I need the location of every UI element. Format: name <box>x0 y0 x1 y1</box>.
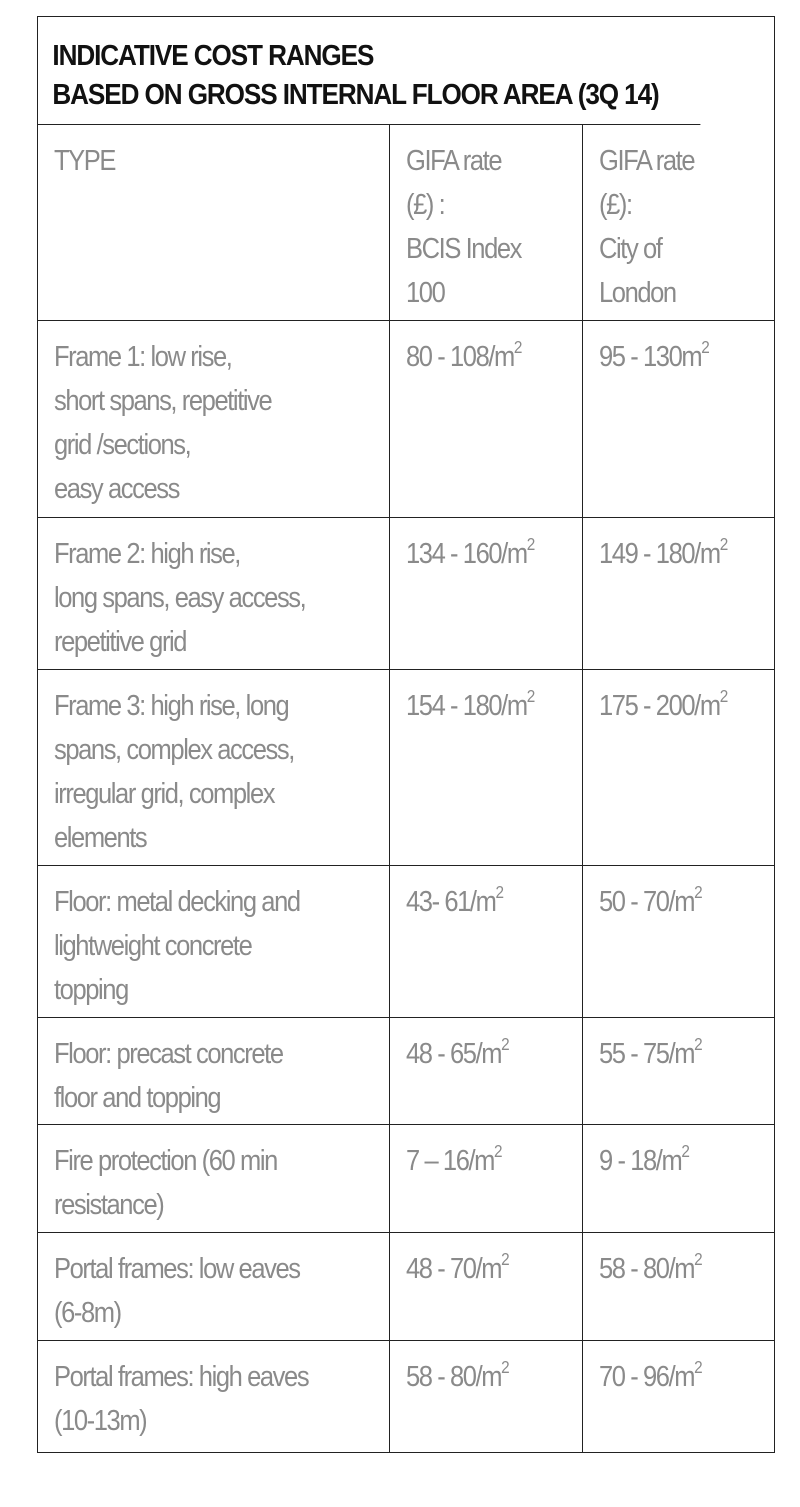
city-rate-cell-value: 149 - 180/m <box>599 537 720 570</box>
type-cell-line: Portal frames: low eaves <box>54 1252 300 1285</box>
unit-superscript: 2 <box>526 685 534 706</box>
header-type-label: TYPE <box>54 145 116 177</box>
table-row <box>38 865 774 1017</box>
city-rate-cell-value: 95 - 130m <box>599 340 702 373</box>
table-title <box>38 17 700 125</box>
city-rate-cell-text <box>599 1032 763 1076</box>
type-cell-line: short spans, repetitive <box>54 384 272 417</box>
city-rate-cell-text <box>599 880 763 924</box>
bcis-rate-cell-value: 58 - 80/m <box>405 1360 502 1393</box>
type-cell-text <box>54 532 377 664</box>
type-cell-line: grid /sections, <box>54 428 191 461</box>
unit-superscript: 2 <box>694 881 702 902</box>
type-cell <box>38 320 389 517</box>
bcis-rate-cell <box>389 1340 582 1452</box>
city-rate-cell-text <box>599 532 763 576</box>
unit-superscript: 2 <box>513 336 522 357</box>
type-cell-line: Floor: precast concrete <box>54 1037 283 1070</box>
header-type-text <box>54 139 377 183</box>
unit-superscript: 2 <box>719 685 728 706</box>
city-rate-cell-text <box>599 1139 763 1183</box>
bcis-rate-cell <box>389 517 582 669</box>
type-cell-line: Fire protection (60 min <box>54 1144 277 1177</box>
bcis-rate-cell-text <box>406 684 571 728</box>
table-row <box>38 1017 774 1124</box>
type-cell <box>38 1017 389 1124</box>
type-cell-line: Frame 3: high rise, long <box>54 689 289 722</box>
bcis-rate-cell-text <box>406 1139 571 1183</box>
type-cell-line: floor and topping <box>54 1081 221 1114</box>
city-rate-cell-text <box>599 335 763 379</box>
unit-superscript: 2 <box>495 881 503 902</box>
bcis-rate-cell-text <box>406 880 571 924</box>
type-cell-text <box>54 1139 377 1227</box>
header-city-text <box>599 139 763 315</box>
cost-range-table <box>37 16 775 1453</box>
header-bcis-text <box>406 139 571 315</box>
rates-table <box>38 125 774 1452</box>
unit-superscript: 2 <box>526 533 534 554</box>
type-cell <box>38 1124 389 1232</box>
header-bcis-line: (£) : <box>405 189 445 221</box>
unit-superscript: 2 <box>694 1356 702 1377</box>
city-rate-cell <box>583 1232 774 1340</box>
city-rate-cell <box>583 1124 774 1232</box>
city-rate-cell-text <box>599 684 763 728</box>
bcis-rate-cell-text <box>406 1032 571 1076</box>
header-city-line: London <box>599 277 676 309</box>
bcis-rate-cell-value: 48 - 70/m <box>405 1252 502 1285</box>
bcis-rate-cell <box>389 669 582 865</box>
type-cell <box>38 1232 389 1340</box>
type-cell <box>38 865 389 1017</box>
unit-superscript: 2 <box>494 1140 502 1161</box>
header-row <box>38 125 774 320</box>
type-cell-line: (10-13m) <box>54 1404 147 1437</box>
unit-superscript: 2 <box>501 1033 509 1054</box>
type-cell-line: topping <box>54 973 128 1006</box>
header-bcis-line: GIFA rate <box>405 145 502 177</box>
header-city-line: GIFA rate <box>599 145 695 177</box>
bcis-rate-cell <box>389 865 582 1017</box>
header-bcis-line: 100 <box>405 277 445 309</box>
type-cell-line: Floor: metal decking and <box>54 885 300 918</box>
bcis-rate-cell-value: 43- 61/m <box>405 885 496 918</box>
bcis-rate-cell <box>389 320 582 517</box>
city-rate-cell <box>583 320 774 517</box>
table-row <box>38 320 774 517</box>
type-cell-text <box>54 880 377 1012</box>
header-city-line: (£): <box>599 189 632 221</box>
city-rate-cell-value: 70 - 96/m <box>599 1360 695 1393</box>
type-cell-text <box>54 335 377 511</box>
bcis-rate-cell-value: 48 - 65/m <box>405 1037 502 1070</box>
bcis-rate-cell-value: 7 – 16/m <box>405 1144 495 1177</box>
type-cell-line: Frame 2: high rise, <box>54 537 240 570</box>
unit-superscript: 2 <box>694 1033 702 1054</box>
type-cell <box>38 1340 389 1452</box>
table-row <box>38 1340 774 1452</box>
type-cell <box>38 669 389 865</box>
title-line-1: INDICATIVE COST RANGES <box>52 40 374 72</box>
bcis-rate-cell-text <box>406 1247 571 1291</box>
table-row <box>38 1124 774 1232</box>
type-cell-line: spans, complex access, <box>54 733 294 766</box>
type-cell-line: long spans, easy access, <box>54 581 306 614</box>
city-rate-cell <box>583 1340 774 1452</box>
city-rate-cell <box>583 517 774 669</box>
type-cell-line: elements <box>54 821 147 854</box>
city-rate-cell-value: 9 - 18/m <box>599 1144 682 1177</box>
city-rate-cell <box>583 669 774 865</box>
city-rate-cell-value: 175 - 200/m <box>599 689 720 722</box>
header-city <box>583 125 774 320</box>
header-type <box>38 125 389 320</box>
bcis-rate-cell-text <box>406 1355 571 1399</box>
title-line-2: BASED ON GROSS INTERNAL FLOOR AREA (3Q 14) <box>52 79 659 111</box>
type-cell-text <box>54 1247 377 1335</box>
bcis-rate-cell-text <box>406 335 571 379</box>
table-row <box>38 1232 774 1340</box>
type-cell-line: irregular grid, complex <box>54 777 275 810</box>
city-rate-cell-text <box>599 1355 763 1399</box>
type-cell <box>38 517 389 669</box>
type-cell-text <box>54 1032 377 1120</box>
city-rate-cell-value: 58 - 80/m <box>599 1252 695 1285</box>
header-bcis-line: BCIS Index <box>405 233 521 265</box>
bcis-rate-cell <box>389 1017 582 1124</box>
type-cell-line: resistance) <box>54 1188 164 1221</box>
type-cell-text <box>54 684 377 860</box>
bcis-rate-cell-value: 80 - 108/m <box>405 340 514 373</box>
bcis-rate-cell <box>389 1124 582 1232</box>
type-cell-line: lightweight concrete <box>54 929 252 962</box>
bcis-rate-cell-value: 154 - 180/m <box>405 689 527 722</box>
header-bcis <box>389 125 582 320</box>
bcis-rate-cell-text <box>406 532 571 576</box>
type-cell-text <box>54 1355 377 1443</box>
type-cell-line: Portal frames: high eaves <box>54 1360 309 1393</box>
bcis-rate-cell-value: 134 - 160/m <box>405 537 527 570</box>
city-rate-cell-value: 55 - 75/m <box>599 1037 695 1070</box>
type-cell-line: (6-8m) <box>54 1296 121 1329</box>
city-rate-cell <box>583 865 774 1017</box>
city-rate-cell-value: 50 - 70/m <box>599 885 695 918</box>
unit-superscript: 2 <box>501 1356 509 1377</box>
type-cell-line: repetitive grid <box>54 625 187 658</box>
table-row <box>38 669 774 865</box>
city-rate-cell <box>583 1017 774 1124</box>
type-cell-line: Frame 1: low rise, <box>54 340 232 373</box>
city-rate-cell-text <box>599 1247 763 1291</box>
unit-superscript: 2 <box>694 1248 702 1269</box>
header-city-line: City of <box>599 233 662 265</box>
bcis-rate-cell <box>389 1232 582 1340</box>
type-cell-line: easy access <box>54 472 179 505</box>
unit-superscript: 2 <box>681 1140 689 1161</box>
unit-superscript: 2 <box>501 1248 509 1269</box>
table-row <box>38 517 774 669</box>
unit-superscript: 2 <box>719 533 728 554</box>
unit-superscript: 2 <box>701 336 709 357</box>
